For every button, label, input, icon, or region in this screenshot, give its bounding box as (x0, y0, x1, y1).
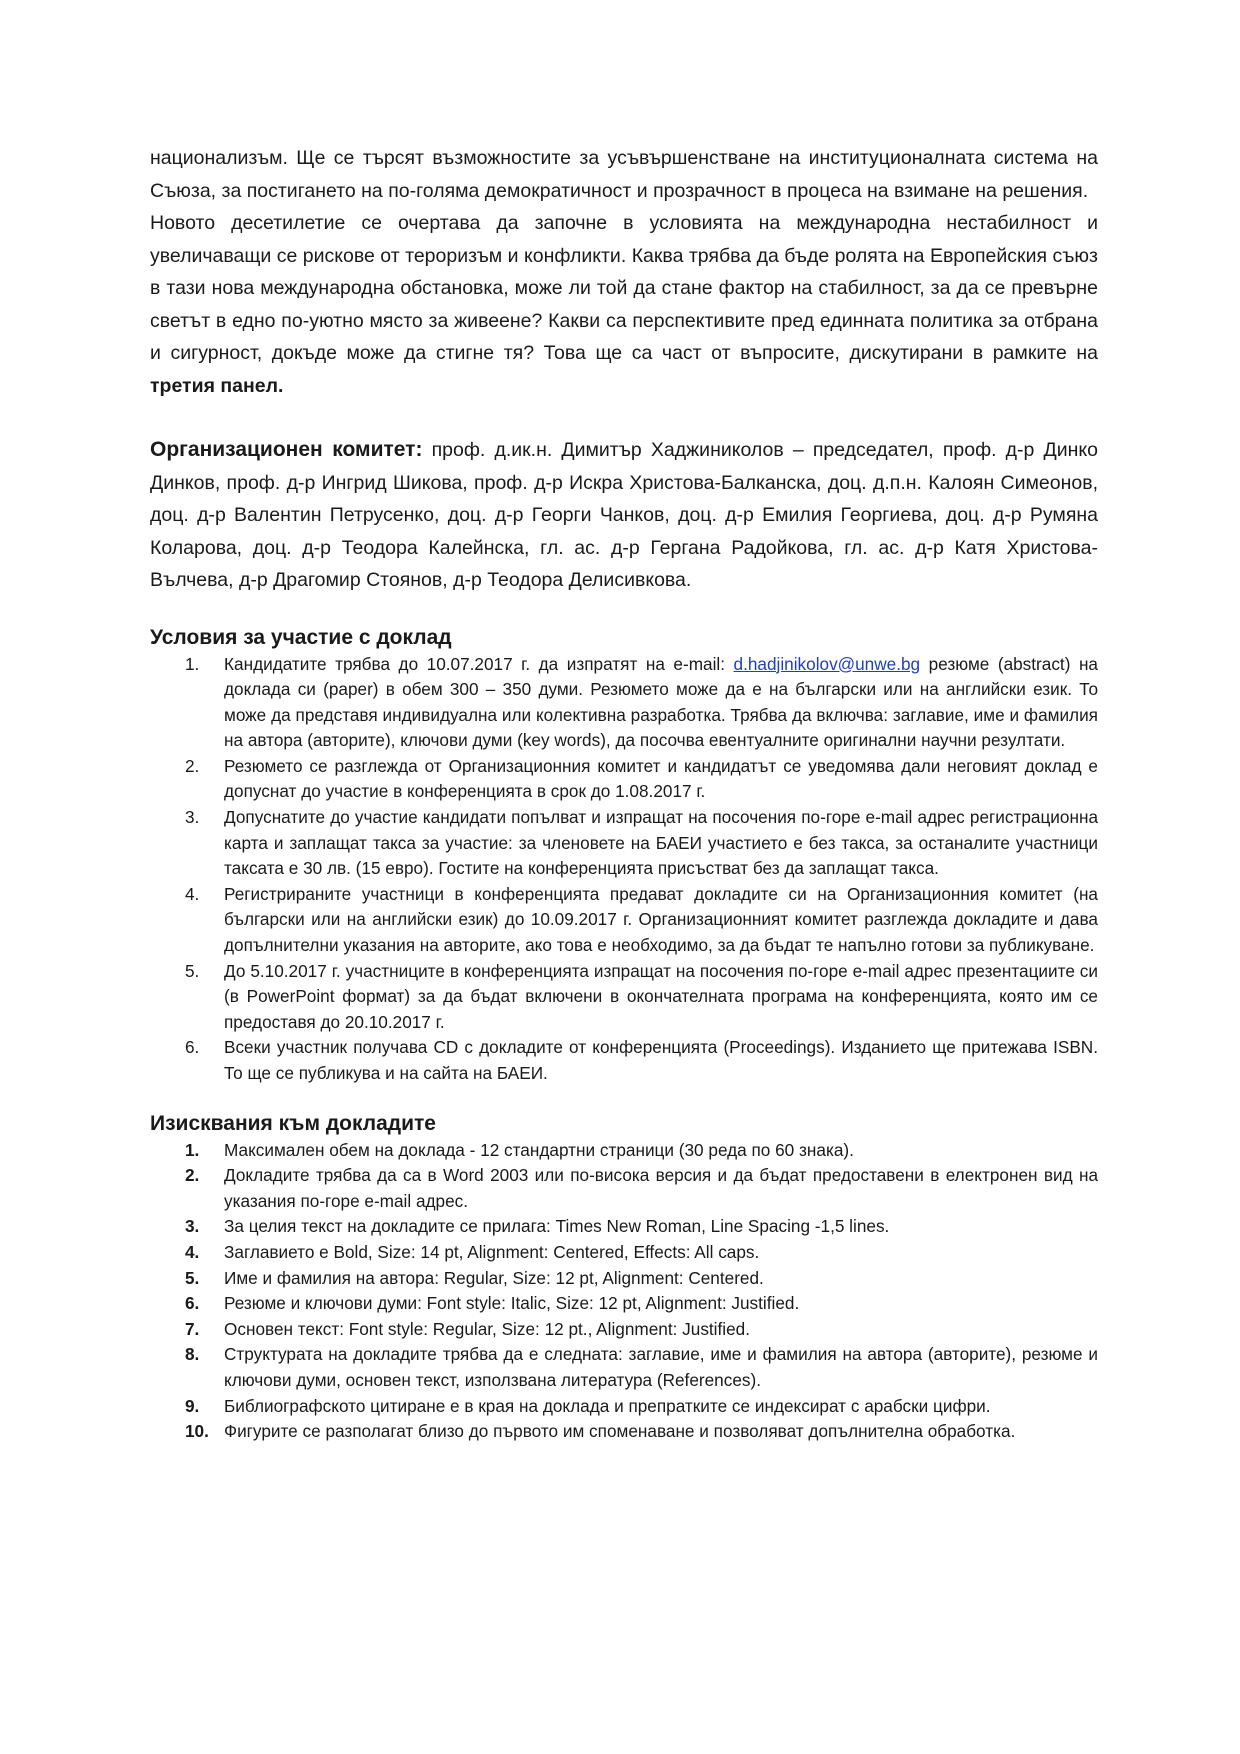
list-item (150, 805, 1098, 882)
list-item (150, 754, 1098, 805)
list-item (150, 1240, 1098, 1266)
intro-paragraph-2-text: Новото десетилетие се очертава да започне в условията на международна нестабилност и увеличаващи се рискове от тероризъм и конфликти. Каква трябва да бъде ролята на Европейския съюз в тази нова международна обстановка, може ли той да стане фактор на стабилност, за да се превърне светът в едно по-уютно място за живеене? Какви са перспективите пред единната политика за отбрана и сигурност, докъде може да стигне тя? Това ще са част от въпросите, дискутирани в рамките на (150, 212, 1098, 364)
list-item (150, 652, 1098, 754)
committee-heading: Организационен комитет: (150, 438, 423, 461)
participation-title: Условия за участие с доклад (150, 625, 452, 649)
item-number: 6. (185, 1037, 200, 1058)
list-item (150, 1342, 1098, 1393)
item-number: 5. (185, 1267, 200, 1288)
item-text: Максимален обем на доклада - 12 стандартни страници (30 реда по 60 знака). (224, 1139, 854, 1160)
item-number: 1. (185, 653, 200, 674)
item-number: 7. (185, 1318, 200, 1339)
item-number: 10. (185, 1421, 209, 1442)
list-item (150, 959, 1098, 1036)
item-text: Всеки участник получава CD с докладите от конференцията (Proceedings). Изданието ще притежава ISBN. То ще се публикува и на сайта на БАЕИ. (224, 1037, 1098, 1083)
list-item (150, 1317, 1098, 1343)
item-text: Структурата на докладите трябва да е следната: заглавие, име и фамилия на автора (авторите), резюме и ключови думи, основен текст, използвана литература (References). (224, 1344, 1098, 1390)
item-number: 5. (185, 960, 200, 981)
item-text: Библиографското цитиране е в края на доклада и препратките се индексират с арабски цифри. (224, 1395, 991, 1416)
intro-paragraph-2 (150, 207, 1098, 402)
organizing-committee (150, 434, 1098, 597)
item-text: Кандидатите трябва до 10.07.2017 г. да изпратят на e-mail: (224, 653, 734, 674)
item-text: Докладите трябва да са в Word 2003 или по-висока версия и да бъдат предоставени в електронен вид на указания по-горе e-mail адрес. (224, 1165, 1098, 1211)
item-number: 3. (185, 807, 200, 828)
list-item (150, 1419, 1098, 1445)
list-item (150, 1394, 1098, 1420)
item-text: резюме (abstract) на доклада си (paper) в обем 300 – 350 думи. Резюмето може да е на български или на английски език. То може да представя индивидуална или колективна разработка. Трябва да включва: заглавие, име и фамилия на автора (авторите), ключови думи (key words), да посочва евентуалните оригинални научни резултати. (224, 653, 1098, 751)
list-item (150, 1291, 1098, 1317)
participation-list (150, 652, 1098, 1087)
document-page (150, 142, 1098, 1445)
item-number: 9. (185, 1395, 200, 1416)
requirements-list (150, 1138, 1098, 1445)
item-text: Заглавието е Bold, Size: 14 pt, Alignment: Centered, Effects: All caps. (224, 1241, 760, 1262)
item-number: 1. (185, 1139, 200, 1160)
committee-members: проф. д.ик.н. Димитър Хаджиниколов – председател, проф. д-р Динко Динков, проф. д-р Ингрид Шикова, проф. д-р Искра Христова-Балканска, доц. д.п.н. Калоян Симеонов, доц. д-р Валентин Петрусенко, доц. д-р Георги Чанков, доц. д-р Емилия Георгиева, доц. д-р Румяна Коларова, доц. д-р Теодора Калейнска, гл. ас. д-р Гергана Радойкова, гл. ас. д-р Катя Христова-Вълчева, д-р Драгомир Стоянов, д-р Теодора Делисивкова. (150, 439, 1098, 591)
intro-paragraph-1: национализъм. Ще се търсят възможностите за усъвършенстване на институционалната система на Съюза, за постигането на по-голяма демократичност и прозрачност в процеса на взимане на решения. (150, 147, 1098, 202)
item-text: Основен текст: Font style: Regular, Size: 12 pt., Alignment: Justified. (224, 1318, 750, 1339)
list-item (150, 1214, 1098, 1240)
email-link[interactable]: d.hadjinikolov@unwe.bg (733, 653, 921, 674)
list-item (150, 1035, 1098, 1086)
item-number: 2. (185, 755, 200, 776)
item-number: 4. (185, 1241, 200, 1262)
requirements-title: Изисквания към докладите (150, 1111, 436, 1135)
list-item (150, 1266, 1098, 1292)
list-item (150, 1138, 1098, 1164)
item-text: Резюмето се разглежда от Организационния комитет и кандидатът се уведомява дали неговият доклад е допуснат до участие в конференцията в срок до 1.08.2017 г. (224, 755, 1098, 802)
item-text: Име и фамилия на автора: Regular, Size: 12 pt, Alignment: Centered. (224, 1267, 764, 1288)
third-panel-label: третия панел. (150, 374, 284, 397)
item-text: За целия текст на докладите се прилага: Times New Roman, Line Spacing -1,5 lines. (224, 1216, 890, 1237)
item-number: 3. (185, 1216, 200, 1237)
item-number: 4. (185, 883, 200, 904)
list-item (150, 1163, 1098, 1214)
item-text: Допуснатите до участие кандидати попълват и изпращат на посочения по-горе e-mail адрес регистрационна карта и заплащат такса за участие: за членовете на БАЕИ участието е без такса, за останалите участници таксата е 30 лв. (15 евро). Гостите на конференцията присъстват без да заплащат такса. (224, 807, 1098, 879)
item-text: Резюме и ключови думи: Font style: Italic, Size: 12 pt, Alignment: Justified. (224, 1293, 800, 1314)
item-text: Регистрираните участници в конференцията предават докладите си на Организационния комитет (на български или на английски език) до 10.09.2017 г. Организационният комитет разглежда докладите и дава допълнителни указания на авторите, ако това е необходимо, за да бъдат те напълно готови за публикуване. (224, 883, 1098, 956)
item-text: До 5.10.2017 г. участниците в конференцията изпращат на посочения по-горе e-mail адрес презентациите си (в PowerPoint формат) за да бъдат включени в окончателната програма на конференцията, която им се предоставя до 20.10.2017 г. (224, 960, 1098, 1032)
item-number: 2. (185, 1165, 200, 1186)
item-text: Фигурите се разполагат близо до първото им споменаване и позволяват допълнителна обработка. (224, 1421, 1016, 1442)
list-item (150, 882, 1098, 959)
item-number: 8. (185, 1344, 200, 1365)
item-number: 6. (185, 1293, 200, 1314)
